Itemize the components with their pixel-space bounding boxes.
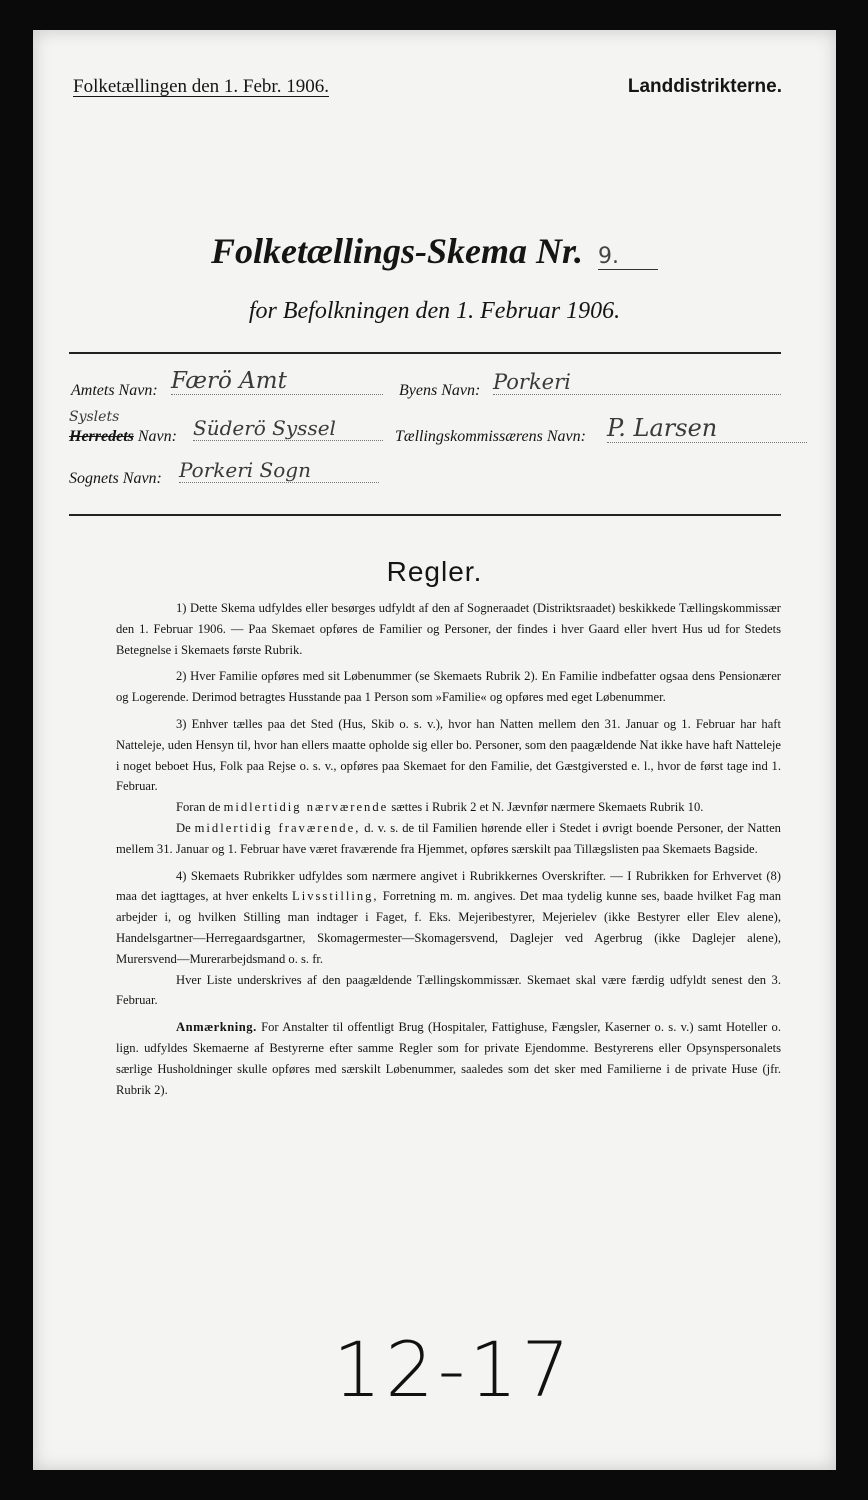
- herred-label-rest: Navn:: [137, 428, 177, 445]
- note-label: Anmærkning.: [176, 1020, 257, 1035]
- herred-label: [69, 428, 177, 446]
- rule-3b-post: sættes i Rubrik 2 et N. Jævnfør nærmere Skemaets Rubrik 10.: [391, 800, 704, 815]
- amt-value: Færö Amt: [171, 368, 383, 395]
- sogn-label: Sognets Navn:: [69, 470, 162, 487]
- kommissaer-label: Tællingskommissærens Navn:: [395, 428, 586, 445]
- by-label: Byens Navn:: [399, 382, 481, 399]
- bottom-rule: [69, 514, 781, 516]
- rule-3b-pre: Foran de: [176, 800, 221, 815]
- rules-text: [116, 598, 781, 1100]
- form-title-text: Folketællings-Skema Nr.: [210, 231, 584, 271]
- top-rule: [69, 352, 781, 354]
- archive-number: 12-17: [333, 1325, 574, 1414]
- rule-4-emph: Livsstilling,: [292, 889, 379, 904]
- sogn-value: Porkeri Sogn: [179, 458, 379, 483]
- rule-4-post: Forretning m. m. angives. Det maa tydelig kunne ses, baade hvilket Fag man arbejder i, og hvilken Stilling man indtager i Faget, f. Eks. Mejeribestyrer, Mejerielev (ikke Bestyrer eller Elev alene), Handelsgartner—Herregaardsgartner, Skomagermester—Skomagersvend, Daglejer ved Agerbrug (ikke Daglejer alene), Murersvend—Murerarbejdsmand o. s. fr.: [116, 889, 781, 966]
- kommissaer-signature: P. Larsen: [607, 414, 807, 443]
- herred-correction: Syslets: [69, 409, 120, 425]
- district-type-header: Landdistrikterne.: [627, 76, 782, 97]
- form-title: [33, 230, 836, 272]
- rule-3c-emph: midlertidig fraværende,: [194, 820, 361, 835]
- rule-4: [116, 866, 781, 970]
- by-value: Porkeri: [493, 370, 781, 395]
- rule-2: 2) Hver Familie opføres med sit Løbenummer (se Skemaets Rubrik 2). En Familie indbefatter ogsaa dens Pensionærer og Logerende. Derimod betragtes Husstande paa 1 Person som »Familie« og opføres med eget Løbenummer.: [116, 669, 781, 705]
- rule-3c-pre: De: [176, 820, 191, 835]
- rules-heading: Regler.: [386, 556, 483, 587]
- rule-1: 1) Dette Skema udfyldes eller besørges udfyldt af den af Sogneraadet (Distriktsraadet) beskikkede Tællingskommissær den 1. Februar 1906. — Paa Skemaet opføres de Familier og Personer, der findes i hver Gaard eller hvert Hus ud for Stedets Betegnelse i Skemaets første Rubrik.: [116, 601, 781, 657]
- herred-value: Süderö Syssel: [193, 416, 383, 441]
- rule-5: Hver Liste underskrives af den paagældende Tællingskommissær. Skemaet skal være færdig udfyldt senest den 3. Februar.: [116, 972, 781, 1008]
- note: [116, 1017, 781, 1100]
- census-header: Folketællingen den 1. Febr. 1906.: [73, 76, 329, 97]
- herred-struck: Herredets: [69, 428, 134, 445]
- note-text: For Anstalter til offentligt Brug (Hospitaler, Fattighuse, Fængsler, Kaserner o. s. v.) samt Hoteller o. lign. udfyldes Skemaerne af Bestyrerne efter samme Regler som for private Ejendomme. Bestyrerens eller Opsynspersonalets særlige Husholdninger skulle opføres med særskilt Løbenummer, saaledes som det sker med Familierne i de private Huse (jfr. Rubrik 2).: [116, 1020, 781, 1097]
- rule-3c-post: d. v. s. de til Familien hørende eller i Stedet i øvrigt boende Personer, der Natten mellem 31. Januar og 1. Februar have været fraværende fra Hjemmet, opføres særskilt paa Tillægslisten paa Skemaets Bagside.: [116, 820, 781, 856]
- form-subtitle: for Befolkningen den 1. Februar 1906.: [248, 298, 621, 324]
- rule-3b-emph: midlertidig nærværende: [223, 800, 389, 815]
- rule-3b: [116, 797, 781, 818]
- rule-4-pre: 4) Skemaets Rubrikker udfyldes som nærmere angivet i Rubrikkernes Overskrifter. — I Rubrikken for Erhvervet (8) maa det iagttages, at hver enkelts: [116, 868, 781, 904]
- census-form-page: [33, 30, 836, 1470]
- amt-label: Amtets Navn:: [71, 382, 158, 399]
- form-number: 9.: [598, 244, 658, 270]
- rule-3c: [116, 818, 781, 860]
- rule-3: 3) Enhver tælles paa det Sted (Hus, Skib o. s. v.), hvor han Natten mellem den 31. Januar og 1. Februar har haft Natteleje, uden Hensyn til, hvor han ellers maatte opholde sig eller bo. Personer, som den paagældende Nat ikke have haft Natteleje i noget beboet Hus, Folk paa Rejse o. s. v., opføres paa Skemaet for den Familie, det Gæstgiversted e. l., hvor de først tage ind 1. Februar.: [116, 716, 781, 794]
